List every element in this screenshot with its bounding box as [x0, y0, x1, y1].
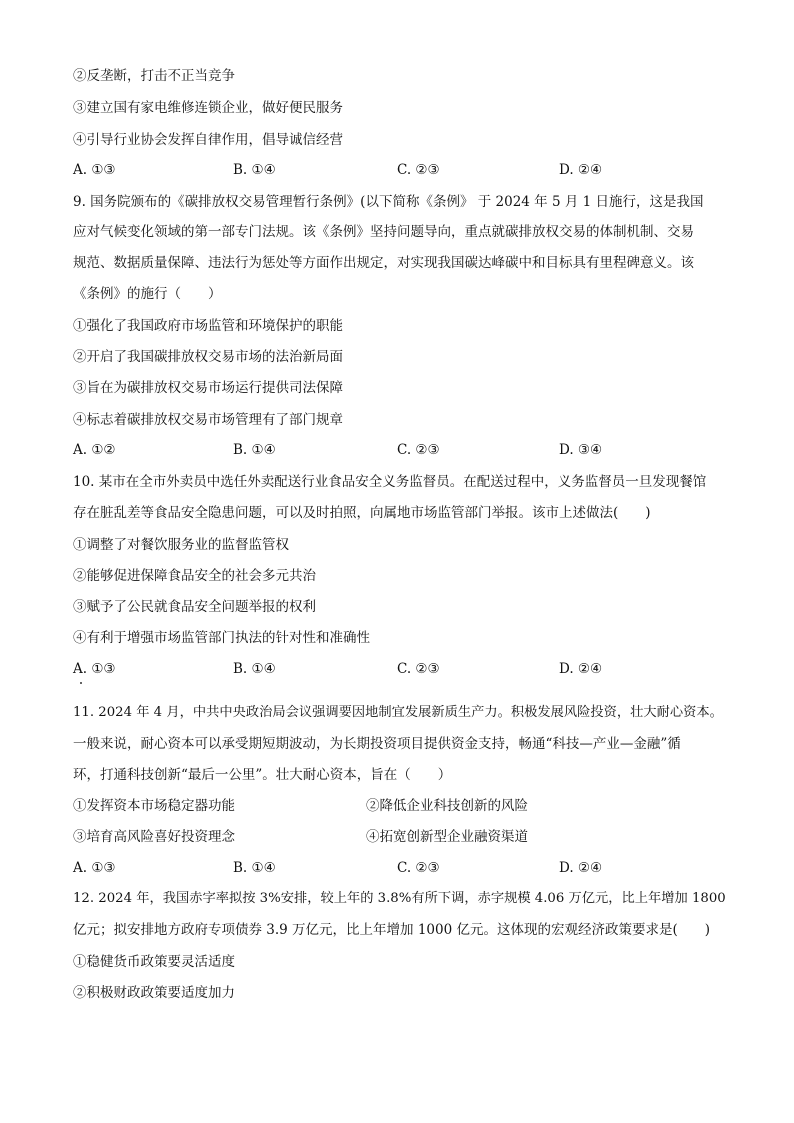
q10-options	[73, 659, 733, 679]
q12-stem-line-2: 亿元；拟安排地方政府专项债券 3.9 万亿元，比上年增加 1000 亿元。这体现的宏观经济政策要求是( )	[73, 922, 711, 938]
q9-item-2: ②开启了我国碳排放权交易市场的法治新局面	[73, 349, 343, 365]
q10-item-1: ①调整了对餐饮服务业的监督监管权	[73, 537, 289, 553]
q10-option-b[interactable]: B. ①④	[233, 661, 276, 677]
q12-item-1: ①稳健货币政策要灵活适度	[73, 954, 235, 970]
q11-item-1: ①发挥资本市场稳定器功能	[73, 798, 235, 814]
q10-stem-line-1: 10. 某市在全市外卖员中选任外卖配送行业食品安全义务监督员。在配送过程中，义务监督员一旦发现餐馆	[73, 474, 707, 490]
q9-option-d[interactable]: D. ③④	[559, 442, 603, 458]
q9-stem-line-3: 规范、数据质量保障、违法行为惩处等方面作出规定，对实现我国碳达峰碳中和目标具有里程碑意义。该	[73, 255, 694, 271]
q8-option-d[interactable]: D. ②④	[559, 162, 603, 178]
q8-item-4: ④引导行业协会发挥自律作用，倡导诚信经营	[73, 132, 343, 148]
stray-mark	[80, 682, 82, 684]
q9-item-4: ④标志着碳排放权交易市场管理有了部门规章	[73, 412, 343, 428]
q11-item-2: ②降低企业科技创新的风险	[366, 798, 528, 814]
q9-item-3: ③旨在为碳排放权交易市场运行提供司法保障	[73, 380, 343, 396]
q9-item-1: ①强化了我国政府市场监管和环境保护的职能	[73, 318, 343, 334]
q8-option-a[interactable]: A. ①③	[73, 162, 116, 178]
q9-options	[73, 440, 733, 460]
q11-option-a[interactable]: A. ①③	[73, 860, 116, 876]
q11-option-b[interactable]: B. ①④	[233, 860, 276, 876]
q11-option-c[interactable]: C. ②③	[397, 860, 440, 876]
q11-item-4: ④拓宽创新型企业融资渠道	[366, 829, 528, 845]
q8-item-3: ③建立国有家电维修连锁企业，做好便民服务	[73, 100, 343, 116]
q10-option-a[interactable]: A. ①③	[73, 661, 116, 677]
q9-option-a[interactable]: A. ①②	[73, 442, 116, 458]
q12-stem-line-1: 12. 2024 年，我国赤字率拟按 3%安排，较上年的 3.8%有所下调，赤字规模 4.06 万亿元，比上年增加 1800	[73, 891, 726, 906]
q10-option-c[interactable]: C. ②③	[397, 661, 440, 677]
q8-option-b[interactable]: B. ①④	[233, 162, 276, 178]
q11-item-3: ③培育高风险喜好投资理念	[73, 829, 235, 845]
q10-item-4: ④有利于增强市场监管部门执法的针对性和准确性	[73, 630, 370, 646]
q10-option-d[interactable]: D. ②④	[559, 661, 603, 677]
q11-options	[73, 858, 733, 878]
q10-item-3: ③赋予了公民就食品安全问题举报的权利	[73, 599, 316, 615]
q12-item-2: ②积极财政政策要适度加力	[73, 985, 235, 1001]
q8-options	[73, 160, 733, 180]
q10-stem-line-2: 存在脏乱差等食品安全隐患问题，可以及时拍照，向属地市场监管部门举报。该市上述做法( )	[73, 505, 651, 521]
q8-item-2: ②反垄断，打击不正当竞争	[73, 68, 235, 84]
q9-option-b[interactable]: B. ①④	[233, 442, 276, 458]
q11-stem-line-1: 11. 2024 年 4 月，中共中央政治局会议强调要因地制宜发展新质生产力。积极发展风险投资，壮大耐心资本。	[73, 705, 723, 720]
q10-item-2: ②能够促进保障食品安全的社会多元共治	[73, 568, 316, 584]
q11-option-d[interactable]: D. ②④	[559, 860, 603, 876]
q11-stem-line-3: 环，打通科技创新“最后一公里”。壮大耐心资本，旨在（ ）	[73, 767, 452, 783]
q8-option-c[interactable]: C. ②③	[397, 162, 440, 178]
q11-stem-line-2: 一般来说，耐心资本可以承受期短期波动，为长期投资项目提供资金支持，畅通“科技—产业—金融”循	[73, 736, 681, 752]
q9-option-c[interactable]: C. ②③	[397, 442, 440, 458]
q9-stem-line-1: 9. 国务院颁布的《碳排放权交易管理暂行条例》(以下简称《条例》 于 2024 年 5 月 1 日施行，这是我国	[73, 194, 704, 210]
q9-stem-line-2: 应对气候变化领域的第一部专门法规。该《条例》坚持问题导向，重点就碳排放权交易的体制机制、交易	[73, 224, 694, 240]
q9-stem-line-4: 《条例》的施行（ ）	[73, 286, 222, 302]
